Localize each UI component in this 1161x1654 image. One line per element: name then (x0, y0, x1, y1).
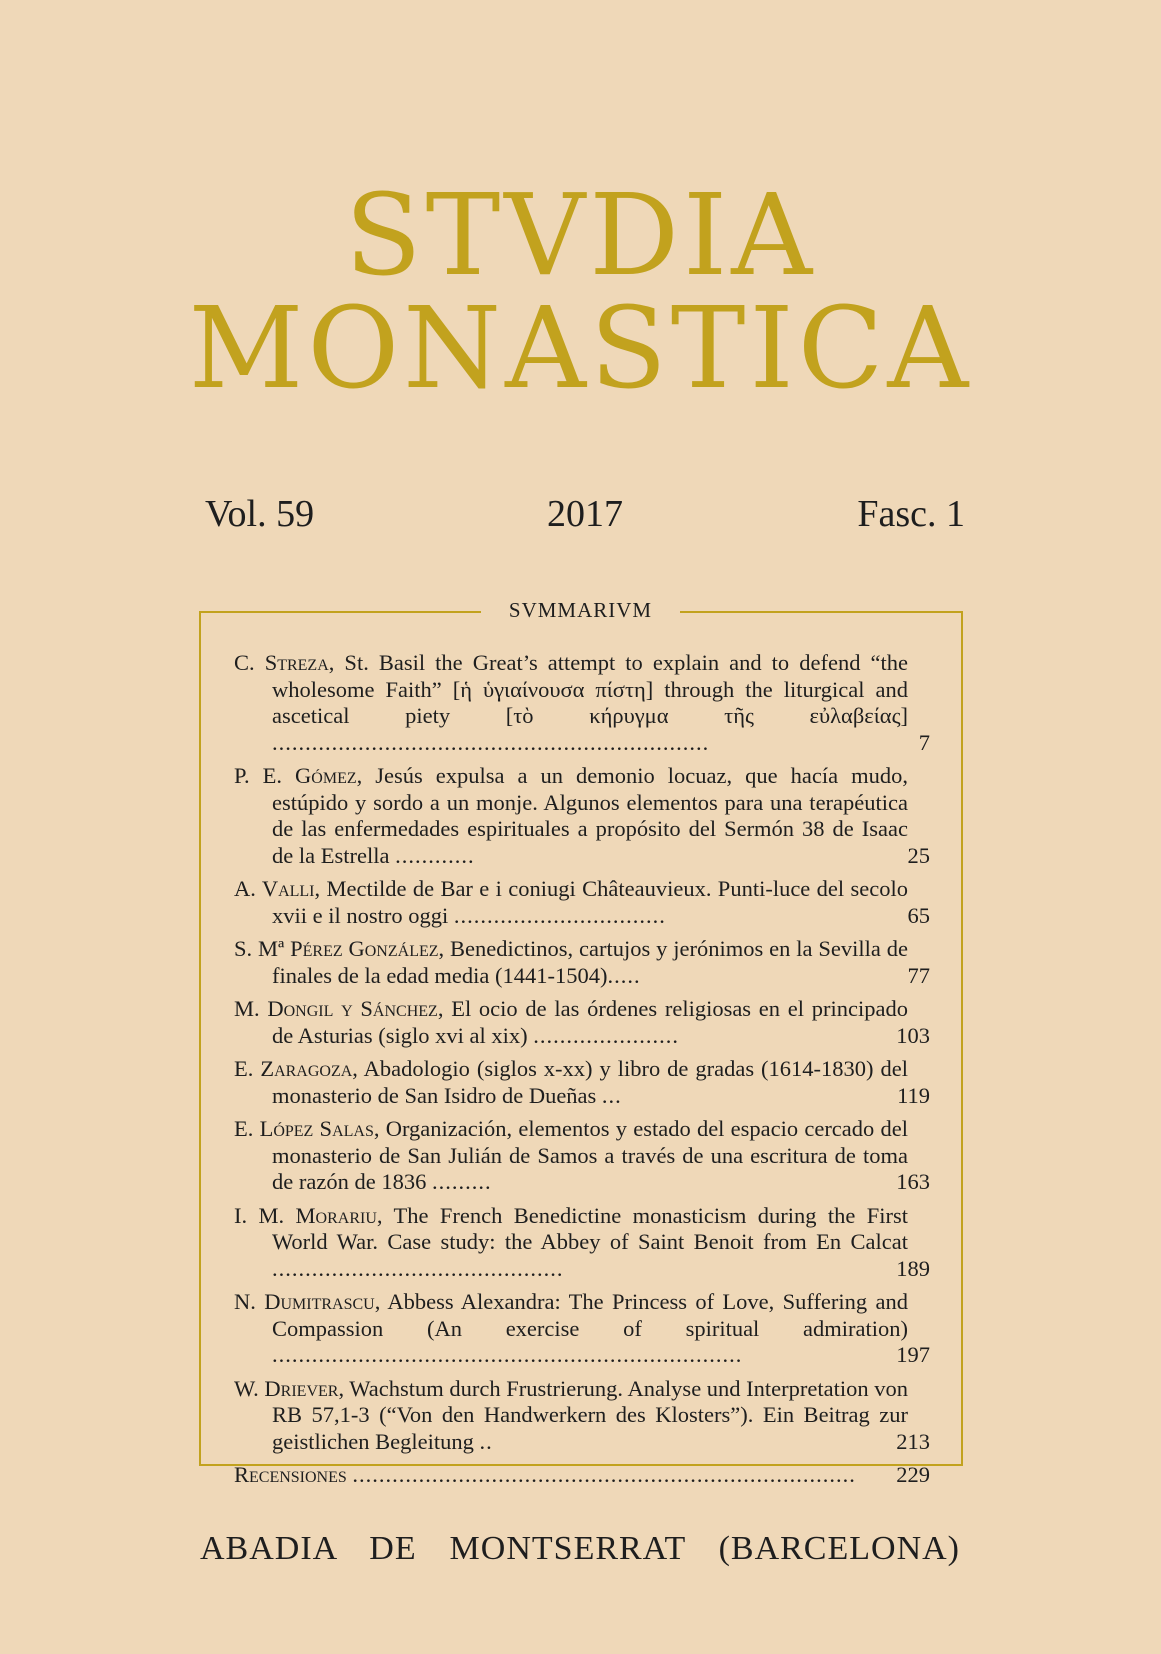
toc-author: A. Valli (234, 876, 315, 901)
toc-leader: ............ (395, 842, 475, 868)
toc-page: 213 (896, 1428, 930, 1454)
toc-title: , Wachstum durch Frustrierung. Analyse und Interpretation von RB 57,1-3 (“Von den Handwerkern des Klosters”). Ein Beitrag zur geistlichen Begleitung (272, 1375, 908, 1454)
toc-leader: ............................................ (272, 1255, 564, 1281)
toc-title: , Jesús expulsa a un demonio locuaz, que hacía mudo, estúpido y sordo a un monje. Algunos elementos para una terapéutica de las enfermedades espirituales a propósito del Sermón 38 de Isaac de la Estrella (272, 763, 908, 868)
issue-info (205, 492, 965, 542)
toc-leader: ..... (607, 962, 641, 988)
toc-entry (234, 996, 930, 1049)
toc-title: , Benedictinos, cartujos y jerónimos en la Sevilla de finales de la edad media (1441-1504) (272, 936, 908, 988)
toc-entry (234, 1056, 930, 1109)
toc-title: , Abadologio (siglos x-xx) y libro de gradas (1614-1830) del monasterio de San Isidro de Dueñas (272, 1056, 908, 1108)
toc-leader: ...................... (533, 1022, 679, 1048)
toc-author: C. Streza (234, 650, 329, 675)
toc-author: M. Dongil y Sánchez (234, 996, 438, 1021)
volume-number: Vol. 59 (205, 493, 315, 535)
summary-heading: SVMMARIVM (481, 598, 680, 622)
toc-entry (234, 1203, 930, 1283)
toc-entry (234, 650, 930, 756)
toc-page: 7 (918, 729, 930, 755)
toc-author: W. Driever (234, 1375, 339, 1401)
toc-page: 77 (907, 962, 930, 988)
table-of-contents (234, 650, 930, 1489)
toc-leader: ................................ (453, 902, 666, 928)
toc-entry (234, 1116, 930, 1196)
toc-page: 119 (897, 1082, 930, 1108)
toc-page: 197 (896, 1342, 930, 1367)
toc-author: P. E. Gómez (234, 763, 357, 788)
toc-title: , Abbess Alexandra: The Princess of Love, Suffering and Compassion (An exercise of spiritual admiration) (272, 1289, 908, 1341)
toc-title: , Organización, elementos y estado del espacio cercado del monasterio de San Julián de Samos a través de una escritura de toma de razón de 1836 (272, 1116, 908, 1194)
toc-section-label: Recensiones (234, 1462, 347, 1487)
summary-heading-wrap (0, 598, 1161, 623)
toc-page: 65 (907, 902, 930, 928)
toc-leader: ... (601, 1082, 622, 1108)
toc-author: N. Dumitrascu (234, 1289, 375, 1314)
toc-entry (234, 1289, 930, 1369)
toc-author: S. Mª Pérez González (234, 936, 439, 961)
toc-leader: .. (479, 1428, 493, 1454)
journal-title-line1: STVDIA (344, 171, 817, 301)
issue-year: 2017 (547, 493, 623, 535)
toc-title: , The French Benedictine monasticism during the First World War. Case study: the Abbey of Saint Benoit from En Calcat (272, 1202, 909, 1254)
toc-entry (234, 876, 930, 929)
toc-leader: ............................................................................ (352, 1462, 856, 1487)
journal-title-line2: MONASTICA (188, 284, 973, 414)
toc-title: , El ocio de las órdenes religiosas en el principado de Asturias (siglo xvi al xix) (272, 996, 908, 1048)
toc-title: , Mectilde de Bar e i coniugi Châteauvieux. Punti-luce del secolo xvii e il nostro oggi (272, 876, 908, 928)
toc-page: 163 (896, 1169, 930, 1194)
publisher-name: ABADIA DE MONTSERRAT (BARCELONA) (200, 1530, 960, 1567)
toc-page: 25 (907, 842, 930, 868)
toc-leader: ....................................................................... (272, 1342, 743, 1367)
toc-entry (234, 936, 930, 989)
toc-title: , St. Basil the Great’s attempt to explain and to defend “the wholesome Faith” [ἡ ὑγιαίνουσα πίστη] through the liturgical and ascetical piety [τὸ κήρυγμα τῆς εὐλαβείας] (272, 650, 908, 728)
toc-author: E. López Salas (234, 1116, 374, 1141)
toc-leader: ......... (431, 1169, 492, 1194)
fascicle-number: Fasc. 1 (857, 493, 965, 535)
toc-entry (234, 763, 930, 869)
toc-entry (234, 1376, 930, 1456)
toc-page: 189 (896, 1255, 930, 1281)
toc-leader: .................................................................. (272, 729, 710, 755)
toc-entry-reviews (234, 1462, 930, 1489)
toc-author: I. M. Morariu (234, 1202, 377, 1228)
toc-author: E. Zaragoza (234, 1056, 353, 1081)
toc-page: 103 (896, 1022, 930, 1048)
toc-page: 229 (896, 1462, 930, 1487)
